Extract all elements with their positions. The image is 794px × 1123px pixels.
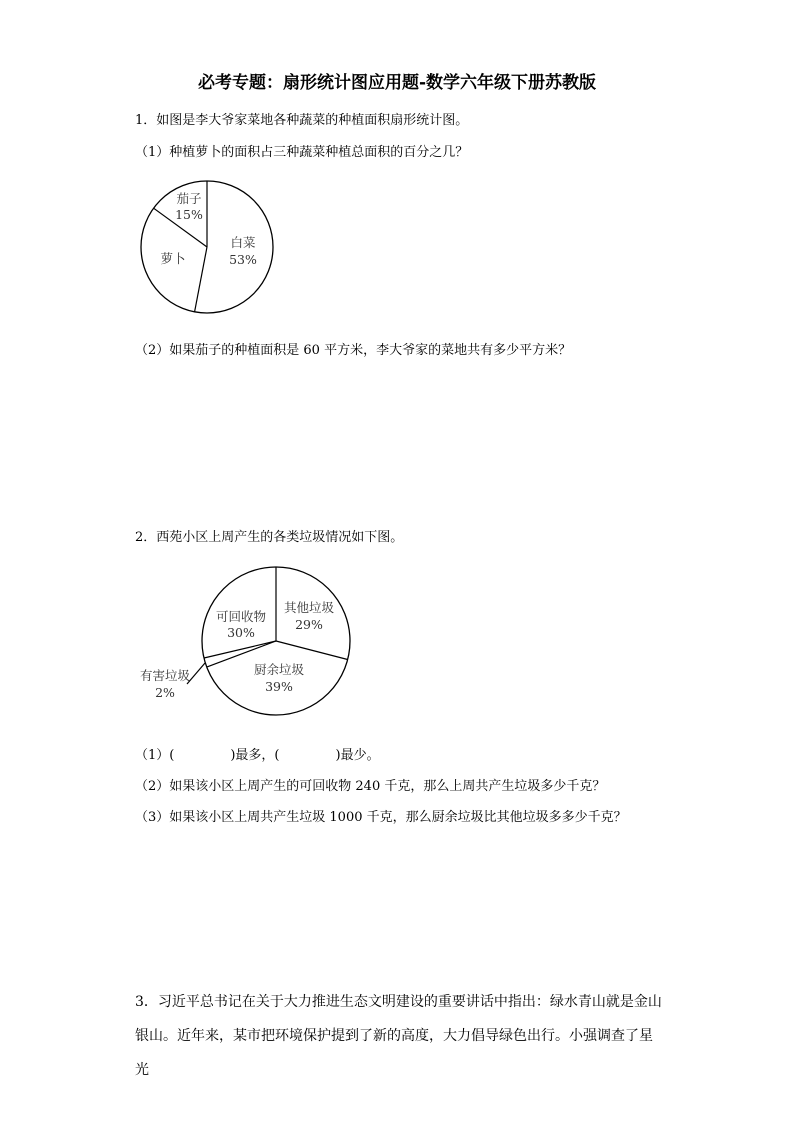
q1-sub1: （1）种植萝卜的面积占三种蔬菜种植总面积的百分之几？ — [135, 145, 469, 160]
q1-sub2: （2）如果茄子的种植面积是 60 平方米，李大爷家的菜地共有多少平方米？ — [135, 343, 572, 358]
q3-stem: 3．习近平总书记在关于大力推进生态文明建设的重要讲话中指出：绿水青山就是金山银山。近年来，某市把环境保护提到了新的高度，大力倡导绿色出行。小强调查了星光 — [135, 994, 662, 1078]
q2-label-other-name: 其他垃圾 — [283, 600, 335, 615]
page-title: 必考专题：扇形统计图应用题-数学六年级下册苏教版 — [197, 73, 597, 93]
q2-stem: 2．西苑小区上周产生的各类垃圾情况如下图。 — [135, 530, 404, 545]
q2-label-recyclable-pct: 30% — [227, 625, 255, 640]
q2-pie-chart — [139, 566, 351, 716]
q2-sub2: （2）如果该小区上周产生的可回收物 240 千克，那么上周共产生垃圾多少千克？ — [135, 779, 606, 794]
q1-pie-chart — [137, 177, 277, 317]
q1-label-eggplant-pct: 15% — [175, 207, 203, 222]
q1-label-cabbage-name: 白菜 — [230, 235, 256, 250]
q1-stem: 1．如图是李大爷家菜地各种蔬菜的种植面积扇形统计图。 — [135, 113, 469, 128]
q2-sub1-part-a: （1）( — [135, 748, 175, 763]
q2-label-hazardous-pct: 2% — [155, 685, 175, 700]
q1-label-eggplant-name: 茄子 — [176, 191, 202, 206]
q2-label-hazardous-name: 有害垃圾 — [139, 668, 191, 683]
q2-label-other-pct: 29% — [295, 617, 323, 632]
q1-label-cabbage-pct: 53% — [229, 252, 257, 267]
q2-label-kitchen-name: 厨余垃圾 — [253, 662, 305, 677]
q2-label-recyclable-name: 可回收物 — [215, 609, 267, 624]
q2-label-kitchen-pct: 39% — [265, 679, 293, 694]
q1-label-radish-name: 萝卜 — [160, 251, 186, 266]
q2-sub3: （3）如果该小区上周共产生垃圾 1000 千克，那么厨余垃圾比其他垃圾多多少千克？ — [135, 810, 627, 825]
q2-sub1 — [135, 744, 380, 763]
q2-sub1-part-c: )最少。 — [335, 748, 380, 763]
q2-sub1-part-b: )最多，( — [230, 748, 280, 763]
